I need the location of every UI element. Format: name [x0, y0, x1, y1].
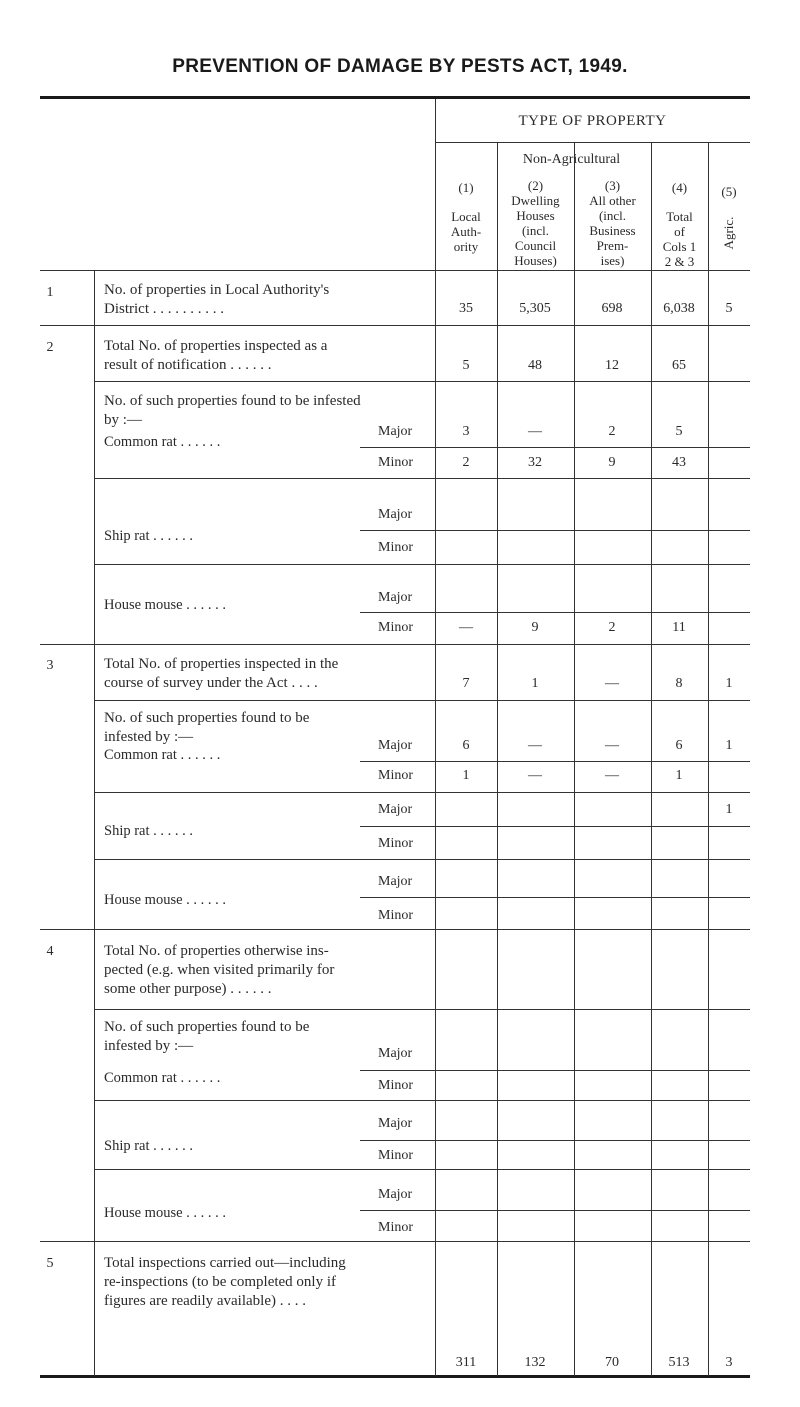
row-rule — [360, 761, 750, 762]
row-number: 1 — [46, 285, 54, 300]
row3-text: course of survey under the Act . . . . — [104, 675, 318, 691]
col4-line: 2 & 3 — [664, 254, 695, 269]
row4-text: Total No. of properties otherwise ins- — [104, 943, 329, 959]
row1-value: 5 — [725, 301, 733, 316]
col4-line: Cols 1 — [662, 239, 697, 254]
row1-value: 698 — [601, 301, 623, 316]
bottom-rule — [40, 1375, 750, 1378]
col3-number: (3) — [604, 178, 621, 193]
col1-number: (1) — [458, 180, 474, 195]
row-rule — [94, 381, 750, 382]
header-rule — [435, 142, 750, 143]
row3-value: 8 — [675, 676, 683, 691]
header-rule — [40, 270, 750, 271]
major-label: Major — [378, 874, 413, 889]
col-divider — [651, 143, 652, 1376]
col2-line: Dwelling — [511, 193, 560, 208]
minor-label: Minor — [378, 1078, 413, 1093]
row4-infested-text: infested by :— — [104, 1038, 194, 1054]
row3-infested-text: infested by :— — [104, 729, 194, 745]
major-label: Major — [378, 424, 413, 439]
row2-mouse-minor-value: 9 — [531, 620, 539, 635]
pest-label: Common rat . . . . . . — [104, 434, 221, 450]
row-rule — [360, 897, 750, 898]
row1-value: 6,038 — [663, 301, 695, 316]
major-label: Major — [378, 1046, 413, 1061]
row3-value: 1 — [531, 676, 539, 691]
row3-value: 7 — [462, 676, 470, 691]
section-rule — [40, 1241, 750, 1242]
row4-text: some other purpose) . . . . . . — [104, 981, 272, 997]
row1-text: No. of properties in Local Authority's — [104, 282, 330, 298]
col2-number: (2) — [527, 178, 544, 193]
row3-value: 1 — [725, 676, 733, 691]
row-rule — [360, 826, 750, 827]
row2-common-major-value: 5 — [675, 424, 683, 439]
col2-line: Council — [514, 238, 557, 253]
row-rule — [94, 792, 750, 793]
row5-value: 70 — [605, 1355, 619, 1370]
top-rule — [40, 96, 750, 99]
section-rule — [40, 644, 750, 645]
type-of-property-header: TYPE OF PROPERTY — [518, 113, 667, 129]
row-rule — [360, 447, 750, 448]
row3-common-minor-value: 1 — [462, 768, 470, 783]
section-rule — [40, 929, 750, 930]
row3-common-major-value: 1 — [725, 738, 733, 753]
row-rule — [360, 1140, 750, 1141]
row3-common-major-value: 6 — [675, 738, 683, 753]
non-agricultural-header: Non-Agricultural — [522, 152, 621, 167]
row-rule — [360, 1210, 750, 1211]
row2-infested-text: by :— — [104, 412, 142, 428]
col-divider — [574, 143, 575, 1376]
row3-infested-text: No. of such properties found to be — [104, 710, 310, 726]
row-number: 3 — [46, 658, 54, 673]
row3-common-minor-value: — — [605, 768, 619, 783]
col3-line: Prem- — [596, 238, 629, 253]
row2-common-minor-value: 32 — [528, 455, 542, 470]
row3-common-major-value: 6 — [462, 738, 470, 753]
col4-line: of — [674, 224, 685, 239]
row2-mouse-minor-value: 2 — [608, 620, 616, 635]
agric-label: Agric. — [721, 216, 736, 250]
minor-label: Minor — [378, 836, 413, 851]
minor-label: Minor — [378, 908, 413, 923]
row-rule — [360, 1070, 750, 1071]
row3-value: — — [605, 676, 619, 691]
row4-text: pected (e.g. when visited primarily for — [104, 962, 335, 978]
minor-label: Minor — [378, 768, 413, 783]
row-rule — [94, 1100, 750, 1101]
col1-line: ority — [453, 239, 479, 254]
row2-common-minor-value: 43 — [672, 455, 686, 470]
col3-line: (incl. — [598, 208, 627, 223]
pest-label: Ship rat . . . . . . — [104, 823, 194, 839]
row1-value: 5,305 — [519, 301, 551, 316]
major-label: Major — [378, 507, 413, 522]
row3-common-major-value: — — [605, 738, 619, 753]
major-label: Major — [378, 1187, 413, 1202]
major-label: Major — [378, 738, 413, 753]
col1-line: Local — [451, 209, 481, 224]
row1-text: District . . . . . . . . . . — [104, 301, 224, 317]
row5-value: 3 — [725, 1355, 733, 1370]
col4-line: Total — [666, 209, 693, 224]
col-divider — [497, 143, 498, 1376]
row3-common-minor-value: 1 — [675, 768, 683, 783]
minor-label: Minor — [378, 540, 413, 555]
row3-common-major-value: — — [528, 738, 542, 753]
col-divider — [708, 143, 709, 1376]
col1-line: Auth- — [450, 224, 482, 239]
row2-text: result of notification . . . . . . — [104, 357, 272, 373]
row-rule — [94, 1009, 750, 1010]
pest-label: Common rat . . . . . . — [104, 747, 221, 763]
row5-value: 132 — [524, 1355, 546, 1370]
row-number: 4 — [46, 944, 54, 959]
row5-value: 513 — [668, 1355, 690, 1370]
row2-common-major-value: 3 — [462, 424, 470, 439]
row2-common-minor-value: 9 — [608, 455, 616, 470]
row-number: 2 — [46, 340, 54, 355]
row1-value: 35 — [459, 301, 473, 316]
minor-label: Minor — [378, 1148, 413, 1163]
col2-line: (incl. — [521, 223, 550, 238]
pest-label: Ship rat . . . . . . — [104, 528, 194, 544]
row3-common-minor-value: — — [528, 768, 542, 783]
pest-label: House mouse . . . . . . — [104, 892, 227, 908]
pest-label: House mouse . . . . . . — [104, 1205, 227, 1221]
row2-mouse-minor-value: — — [459, 620, 473, 635]
page-title: PREVENTION OF DAMAGE BY PESTS ACT, 1949. — [172, 56, 628, 77]
row5-text: Total inspections carried out—including — [104, 1255, 346, 1271]
row2-value: 5 — [462, 358, 470, 373]
col4-number: (4) — [671, 180, 688, 195]
pest-label: Common rat . . . . . . — [104, 1070, 221, 1086]
row-rule — [94, 700, 750, 701]
minor-label: Minor — [378, 1220, 413, 1235]
major-label: Major — [378, 802, 413, 817]
pest-label: House mouse . . . . . . — [104, 597, 227, 613]
col2-line: Houses) — [514, 253, 557, 268]
minor-label: Minor — [378, 620, 413, 635]
col5-number: (5) — [721, 184, 737, 199]
col-divider — [94, 270, 95, 1376]
major-label: Major — [378, 590, 413, 605]
row2-text: Total No. of properties inspected as a — [104, 338, 328, 354]
col3-line: Business — [589, 223, 636, 238]
col3-line: ises) — [600, 253, 625, 268]
col3-line: All other — [589, 193, 636, 208]
row3-ship-major-value: 1 — [725, 802, 733, 817]
minor-label: Minor — [378, 455, 413, 470]
row2-value: 65 — [672, 358, 686, 373]
row-rule — [94, 859, 750, 860]
row-number: 5 — [46, 1256, 54, 1271]
pest-label: Ship rat . . . . . . — [104, 1138, 194, 1154]
row2-common-major-value: — — [528, 424, 542, 439]
row-rule — [94, 564, 750, 565]
row-rule — [360, 530, 750, 531]
row-rule — [94, 478, 750, 479]
row5-value: 311 — [455, 1355, 477, 1370]
row5-text: figures are readily available) . . . . — [104, 1293, 306, 1309]
row5-text: re-inspections (to be completed only if — [104, 1274, 337, 1290]
row-rule — [94, 1169, 750, 1170]
row3-text: Total No. of properties inspected in the — [104, 656, 339, 672]
major-label: Major — [378, 1116, 413, 1131]
row2-common-minor-value: 2 — [462, 455, 470, 470]
col2-line: Houses — [516, 208, 555, 223]
row2-common-major-value: 2 — [608, 424, 616, 439]
row2-mouse-minor-value: 11 — [672, 620, 686, 635]
row-rule — [360, 612, 750, 613]
row2-value: 48 — [528, 358, 542, 373]
section-rule — [40, 325, 750, 326]
row2-infested-text: No. of such properties found to be infested — [104, 393, 361, 409]
row4-infested-text: No. of such properties found to be — [104, 1019, 310, 1035]
row2-value: 12 — [605, 358, 619, 373]
